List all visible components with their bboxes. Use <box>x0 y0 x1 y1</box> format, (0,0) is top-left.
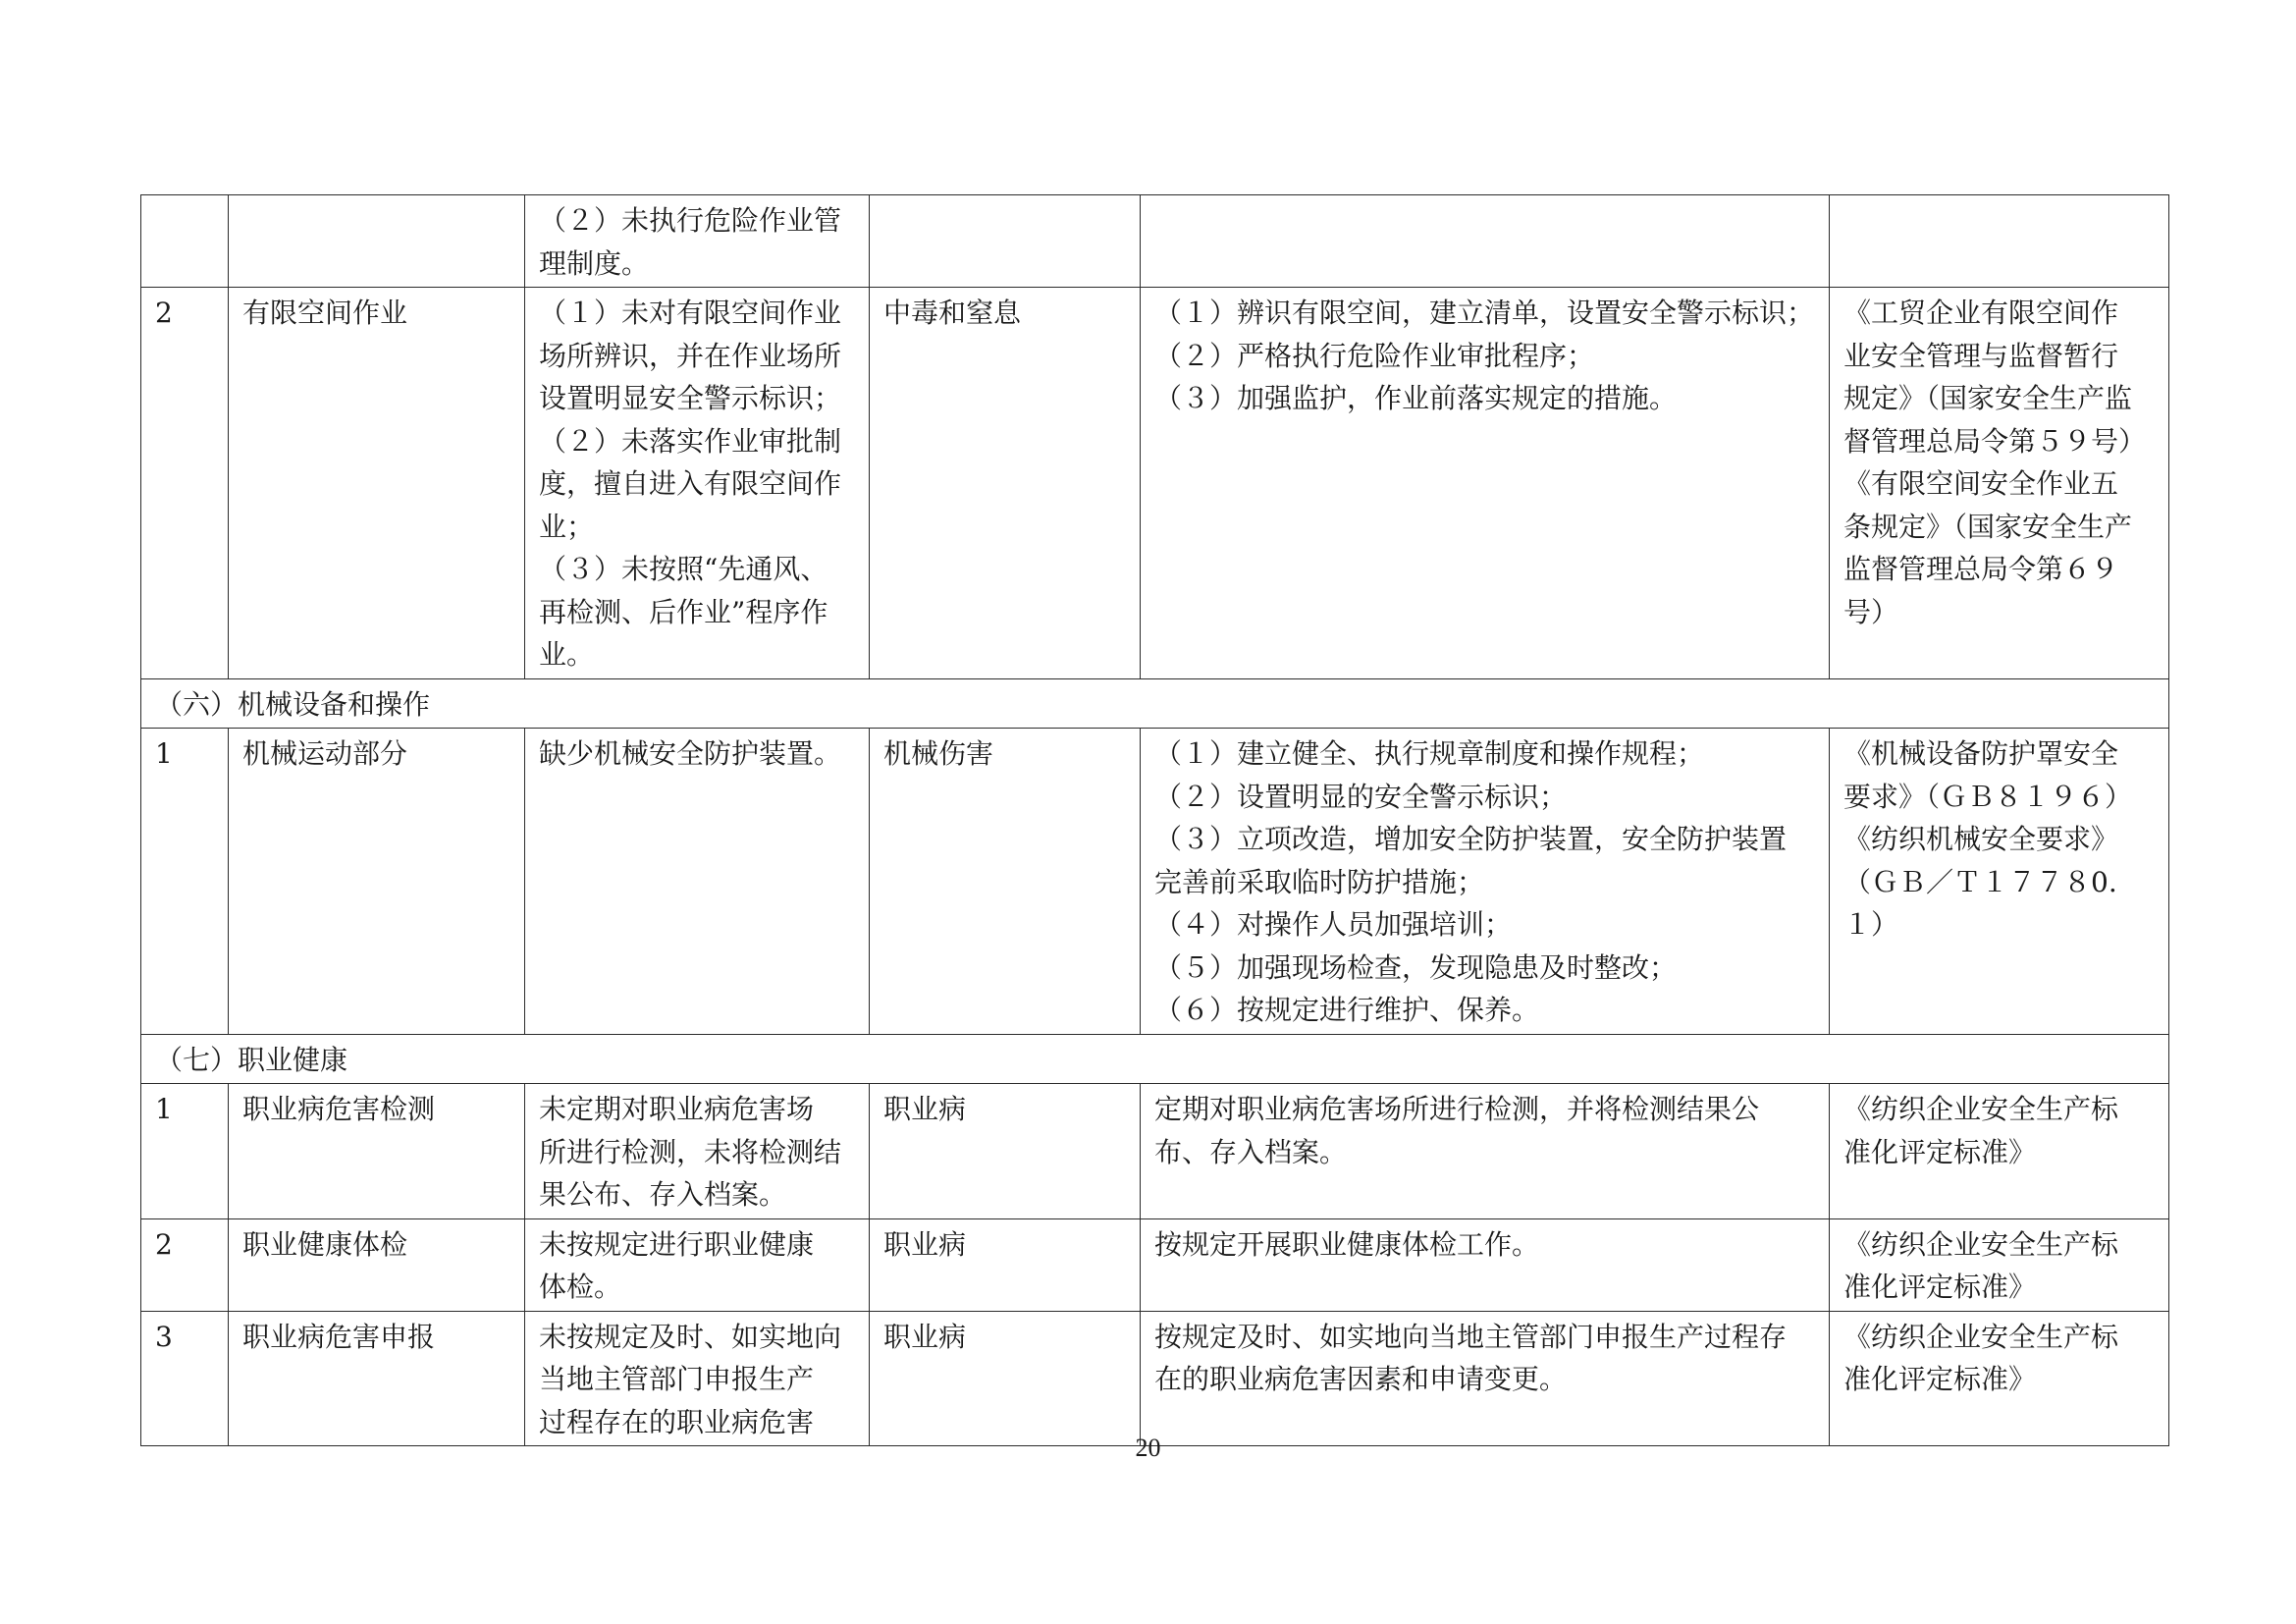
cell-hazard-line: 当地主管部门申报生产 <box>539 1363 815 1395</box>
cell-measures-line: 按规定及时、如实地向当地主管部门申报生产过程存 <box>1154 1320 1788 1353</box>
cell-hazard <box>525 1311 870 1446</box>
cell-measures-line: 按规定开展职业健康体检工作。 <box>1154 1227 1540 1261</box>
cell-basis-line: 条规定》（国家安全生产 <box>1843 510 2133 543</box>
table-row <box>141 1218 2169 1311</box>
cell-basis <box>1830 288 2169 679</box>
cell-basis-line: 号） <box>1843 595 1899 628</box>
cell-measures-line: （１）建立健全、执行规章制度和操作规程； <box>1154 737 1705 770</box>
cell-measures-line: （２）严格执行危险作业审批程序； <box>1154 339 1595 372</box>
cell-item: 有限空间作业 <box>229 288 525 679</box>
cell-measures-line: （４）对操作人员加强培训； <box>1154 908 1513 941</box>
cell-measures-line: 完善前采取临时防护措施； <box>1154 865 1485 898</box>
cell-measures-line: 在的职业病危害因素和申请变更。 <box>1154 1363 1568 1395</box>
cell-basis-line: 《机械设备防护罩安全 <box>1843 737 2119 770</box>
cell-basis <box>1830 1311 2169 1446</box>
cell-number <box>141 195 229 288</box>
cell-item: 机械运动部分 <box>229 729 525 1035</box>
cell-hazard <box>525 1218 870 1311</box>
cell-hazard-line: 过程存在的职业病危害 <box>539 1405 815 1438</box>
cell-basis-line: 准化评定标准》 <box>1843 1363 2037 1395</box>
cell-basis-line: 准化评定标准》 <box>1843 1271 2037 1303</box>
cell-measures <box>1141 1311 1830 1446</box>
cell-hazard-line: 所进行检测，未将检测结 <box>539 1135 842 1168</box>
cell-measures-line: （６）按规定进行维护、保养。 <box>1154 994 1540 1026</box>
cell-hazard <box>525 288 870 679</box>
cell-basis-line: 规定》（国家安全生产监 <box>1843 382 2133 414</box>
cell-hazard <box>525 729 870 1035</box>
cell-basis <box>1830 729 2169 1035</box>
cell-hazard-line: 缺少机械安全防护装置。 <box>539 737 842 770</box>
cell-basis-line: 准化评定标准》 <box>1843 1135 2037 1168</box>
cell-hazard-line: 理制度。 <box>539 246 650 280</box>
cell-hazard-line: （２）未执行危险作业管 <box>539 204 842 237</box>
cell-measures-line: （２）设置明显的安全警示标识； <box>1154 780 1568 813</box>
cell-basis-line: 业安全管理与监督暂行 <box>1843 339 2119 372</box>
cell-measures-line: （３）加强监护，作业前落实规定的措施。 <box>1154 382 1678 414</box>
table-row <box>141 195 2169 288</box>
cell-measures-line: （３）立项改造，增加安全防护装置，安全防护装置 <box>1154 823 1788 855</box>
cell-hazard-line: （３）未按照“先通风、 <box>539 553 828 585</box>
table-row <box>141 1084 2169 1219</box>
cell-measures <box>1141 195 1830 288</box>
cell-hazard-line: 体检。 <box>539 1271 622 1303</box>
cell-accident <box>870 195 1141 288</box>
cell-number: 1 <box>141 1084 229 1219</box>
page-number: 20 <box>1135 1434 1161 1462</box>
cell-hazard-line: 场所辨识，并在作业场所 <box>539 339 842 372</box>
cell-hazard-line: 设置明显安全警示标识； <box>539 382 842 414</box>
section-row <box>141 678 2169 729</box>
cell-basis-line: 《纺织企业安全生产标 <box>1843 1093 2119 1125</box>
table-row <box>141 288 2169 679</box>
cell-basis <box>1830 1084 2169 1219</box>
cell-hazard-line: 果公布、存入档案。 <box>539 1178 787 1211</box>
table-row <box>141 729 2169 1035</box>
cell-basis <box>1830 1218 2169 1311</box>
cell-accident: 机械伤害 <box>870 729 1141 1035</box>
cell-basis-line: 《纺织机械安全要求》 <box>1843 823 2119 855</box>
cell-hazard-line: （２）未落实作业审批制 <box>539 424 842 458</box>
cell-hazard-line: 业； <box>539 510 595 543</box>
cell-measures-line: 定期对职业病危害场所进行检测，并将检测结果公 <box>1154 1093 1760 1125</box>
cell-basis-line: 《有限空间安全作业五 <box>1843 467 2119 500</box>
cell-basis-line: １） <box>1843 908 1899 941</box>
cell-measures-line: （１）辨识有限空间，建立清单，设置安全警示标识； <box>1154 297 1815 329</box>
cell-number: 3 <box>141 1311 229 1446</box>
cell-basis-line: 监督管理总局令第６９ <box>1843 553 2119 585</box>
cell-accident: 中毒和窒息 <box>870 288 1141 679</box>
cell-hazard-line: 度，擅自进入有限空间作 <box>539 467 842 500</box>
cell-hazard <box>525 1084 870 1219</box>
section-title: （七）职业健康 <box>141 1034 2169 1084</box>
cell-measures-line: 布、存入档案。 <box>1154 1135 1348 1168</box>
cell-number: 2 <box>141 1218 229 1311</box>
cell-basis <box>1830 195 2169 288</box>
cell-accident: 职业病 <box>870 1084 1141 1219</box>
hazard-table <box>140 194 2169 1446</box>
cell-measures <box>1141 1218 1830 1311</box>
cell-basis-line: 《纺织企业安全生产标 <box>1843 1227 2119 1261</box>
cell-hazard-line: 未定期对职业病危害场 <box>539 1093 815 1125</box>
cell-item: 职业病危害申报 <box>229 1311 525 1446</box>
cell-basis-line: 《纺织企业安全生产标 <box>1843 1320 2119 1353</box>
cell-hazard-line: 再检测、后作业”程序作 <box>539 595 828 628</box>
section-title: （六）机械设备和操作 <box>141 678 2169 729</box>
cell-measures-line: （５）加强现场检查，发现隐患及时整改； <box>1154 950 1678 984</box>
cell-basis-line: （ＧＢ／Ｔ１７７８0. <box>1843 865 2117 898</box>
cell-number: 1 <box>141 729 229 1035</box>
cell-number: 2 <box>141 288 229 679</box>
cell-basis-line: 督管理总局令第５９号） <box>1843 424 2147 458</box>
table-body <box>141 195 2169 1446</box>
cell-hazard <box>525 195 870 288</box>
cell-hazard-line: （１）未对有限空间作业 <box>539 297 842 329</box>
cell-accident: 职业病 <box>870 1311 1141 1446</box>
cell-item <box>229 195 525 288</box>
cell-accident: 职业病 <box>870 1218 1141 1311</box>
cell-hazard-line: 未按规定及时、如实地向 <box>539 1320 842 1353</box>
cell-basis-line: 要求》（ＧＢ８１９６） <box>1843 780 2133 813</box>
cell-item: 职业健康体检 <box>229 1218 525 1311</box>
cell-hazard-line: 未按规定进行职业健康 <box>539 1227 815 1261</box>
cell-hazard-line: 业。 <box>539 638 595 671</box>
cell-item: 职业病危害检测 <box>229 1084 525 1219</box>
cell-measures <box>1141 729 1830 1035</box>
cell-measures <box>1141 288 1830 679</box>
table-row <box>141 1311 2169 1446</box>
cell-measures <box>1141 1084 1830 1219</box>
cell-basis-line: 《工贸企业有限空间作 <box>1843 297 2119 329</box>
section-row <box>141 1034 2169 1084</box>
